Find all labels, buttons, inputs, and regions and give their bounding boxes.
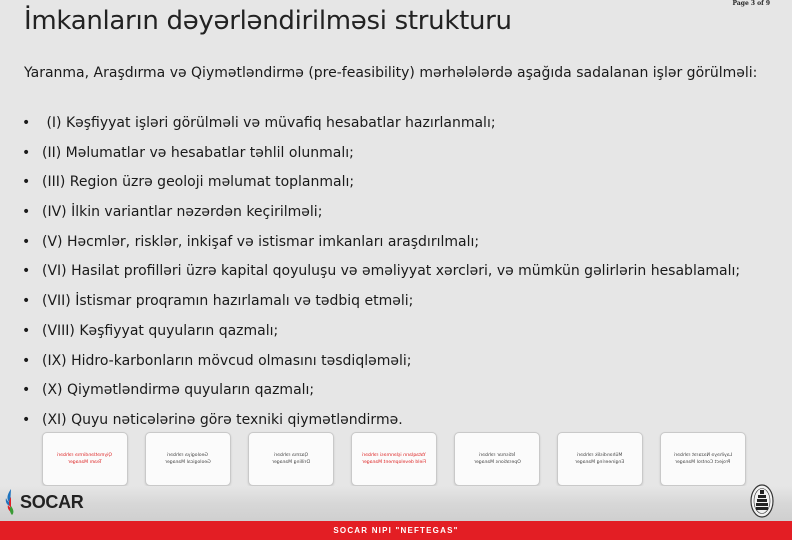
bullet-dot: • xyxy=(22,233,31,250)
list-item-text: (V) Həcmlər, risklər, inkişaf və istismar imkanları araşdırılmalı; xyxy=(42,233,480,250)
role-card xyxy=(557,432,643,486)
role-card xyxy=(248,432,334,486)
bullet-dot: • xyxy=(22,174,31,191)
page-title: İmkanların dəyərləndirilməsi strukturu xyxy=(24,6,512,36)
list-item xyxy=(22,290,782,320)
list-item-text: (XI) Quyu nəticələrinə görə texniki qiymətləndirmə. xyxy=(42,411,403,428)
role-card-line2: Geological Manager xyxy=(165,460,211,465)
list-item-text: (II) Məlumatlar və hesabatlar təhlil olunmalı; xyxy=(42,144,354,161)
list-item-text: (IV) İlkin variantlar nəzərdən keçirilməli; xyxy=(42,204,323,221)
role-card-line1: Geologiya rəhbəri xyxy=(167,453,209,458)
list-item-text: (VI) Hasilat profilləri üzrə kapital qoyuluşu və əməliyyat xərcləri, və mümkün gəlirlərin hesablamalı; xyxy=(42,263,741,280)
list-item-text: (III) Region üzrə geoloji məlumat toplanmalı; xyxy=(42,174,355,191)
list-item xyxy=(22,142,782,172)
world-map-background xyxy=(0,486,792,522)
institute-emblem-icon xyxy=(750,484,774,518)
role-card xyxy=(42,432,128,486)
list-item-text: (VII) İstismar proqramın hazırlamalı və tədbiq etməli; xyxy=(42,293,414,310)
bullet-dot: • xyxy=(22,263,31,280)
role-card-line2: Field development Manager xyxy=(362,460,426,465)
role-card-line1: Layihəyə Nəzarət rəhbəri xyxy=(673,453,733,458)
list-item xyxy=(22,260,782,290)
bullet-dot: • xyxy=(22,204,31,221)
list-item xyxy=(22,320,782,350)
list-item-text: (X) Qiymətləndirmə quyuların qazmalı; xyxy=(42,382,315,399)
role-card xyxy=(145,432,231,486)
bullet-dot: • xyxy=(22,293,31,310)
role-card xyxy=(351,432,437,486)
list-item xyxy=(22,112,782,142)
role-card-line2: Drilling Manager xyxy=(272,460,310,465)
bullet-dot: • xyxy=(22,322,31,339)
page-number: Page 3 of 9 xyxy=(732,0,770,7)
role-card-line1: Qazma rəhbəri xyxy=(273,453,309,458)
bullet-list xyxy=(22,112,782,439)
bullet-dot: • xyxy=(22,382,31,399)
role-card xyxy=(454,432,540,486)
logo-text: SOCAR xyxy=(20,491,84,512)
list-item-text: (IX) Hidro-karbonların mövcud olmasını təsdiqləməli; xyxy=(42,352,412,369)
list-item xyxy=(22,201,782,231)
role-card-line2: Team Manager xyxy=(68,460,102,465)
role-card-line1: Mühəndislik rəhbəri xyxy=(577,453,623,458)
list-item xyxy=(22,350,782,380)
socar-flame-icon xyxy=(4,488,18,516)
bullet-dot: • xyxy=(22,352,31,369)
list-item xyxy=(22,379,782,409)
footer-bar xyxy=(0,521,792,540)
bullet-dot: • xyxy=(22,411,31,428)
socar-logo xyxy=(4,488,84,516)
role-card-line2: Engineering Manager xyxy=(575,460,625,465)
list-item-text: (VIII) Kəşfiyyat quyuların qazmalı; xyxy=(42,322,279,339)
role-cards xyxy=(0,432,792,486)
list-item xyxy=(22,231,782,261)
role-card-line1: İstismar rəhbəri xyxy=(478,453,516,458)
role-card-line2: Project Control Manager xyxy=(675,460,731,465)
bullet-dot: • xyxy=(22,144,31,161)
role-card-line1: Qiymətləndirmə rəhbəri xyxy=(57,453,113,458)
role-card-line2: Operations Manager xyxy=(473,460,521,465)
list-item xyxy=(22,171,782,201)
bullet-dot: • xyxy=(22,115,31,131)
role-card xyxy=(660,432,746,486)
role-card-line1: Yataqların işlənməsi rəhbəri xyxy=(362,453,426,458)
list-item-text: (I) Kəşfiyyat işləri görülməli və müvafiq hesabatlar hazırlanmalı; xyxy=(42,115,496,131)
footer-text: SOCAR NIPI "NEFTEGAS" xyxy=(333,526,459,535)
intro-text: Yaranma, Araşdırma və Qiymətləndirmə (pre-feasibility) mərhələlərdə aşağıda sadalanan işlər görülməli: xyxy=(24,65,758,81)
